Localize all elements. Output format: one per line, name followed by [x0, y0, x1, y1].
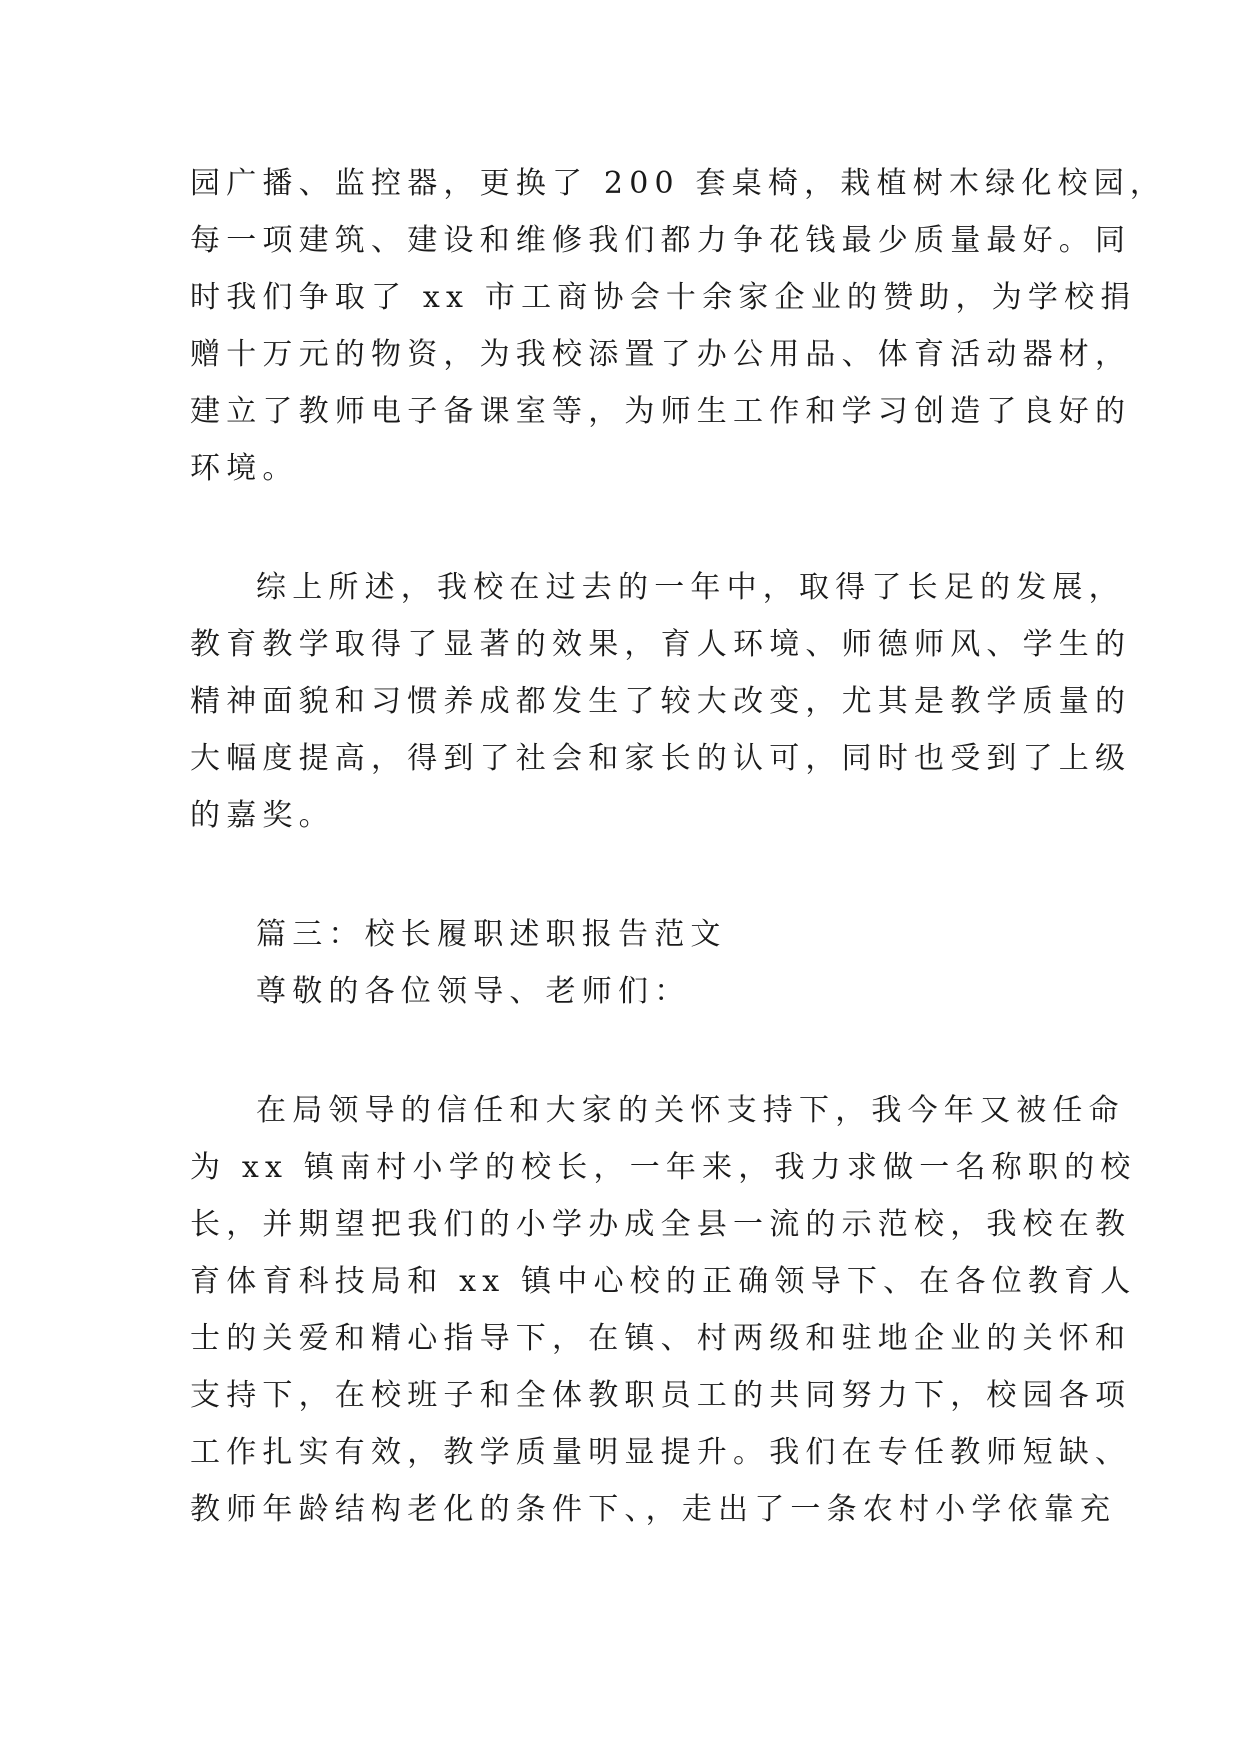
paragraph-line: 每一项建筑、建设和维修我们都力争花钱最少质量最好。同	[190, 223, 1132, 258]
paragraph-line: 环境。	[190, 451, 299, 486]
paragraph-line: 赠十万元的物资，为我校添置了办公用品、体育活动器材，	[190, 337, 1132, 372]
paragraph-line: 综上所述，我校在过去的一年中，取得了长足的发展，	[256, 570, 1125, 605]
paragraph-line: 士的关爱和精心指导下，在镇、村两级和驻地企业的关怀和	[190, 1321, 1132, 1356]
paragraph-line: 为 xx 镇南村小学的校长，一年来，我力求做一名称职的校	[190, 1150, 1137, 1185]
salutation: 尊敬的各位领导、老师们：	[256, 974, 691, 1009]
paragraph-line: 育体育科技局和 xx 镇中心校的正确领导下、在各位教育人	[190, 1264, 1137, 1299]
paragraph-line: 教育教学取得了显著的效果，育人环境、师德师风、学生的	[190, 627, 1132, 662]
paragraph-line: 教师年龄结构老化的条件下、，走出了一条农村小学依靠充	[190, 1492, 1117, 1527]
paragraph-line: 精神面貌和习惯养成都发生了较大改变，尤其是教学质量的	[190, 684, 1132, 719]
section-heading: 篇三：校长履职述职报告范文	[256, 917, 727, 952]
paragraph-line: 的嘉奖。	[190, 798, 335, 833]
paragraph-line: 支持下，在校班子和全体教职员工的共同努力下，校园各项	[190, 1378, 1132, 1413]
paragraph-line: 园广播、监控器，更换了 200 套桌椅，栽植树木绿化校园，	[190, 166, 1167, 201]
paragraph-line: 工作扎实有效，教学质量明显提升。我们在专任教师短缺、	[190, 1435, 1132, 1470]
paragraph-line: 建立了教师电子备课室等，为师生工作和学习创造了良好的	[190, 394, 1132, 429]
paragraph-line: 大幅度提高，得到了社会和家长的认可，同时也受到了上级	[190, 741, 1132, 776]
paragraph-line: 时我们争取了 xx 市工商协会十余家企业的赞助，为学校捐	[190, 280, 1137, 315]
paragraph-line: 在局领导的信任和大家的关怀支持下，我今年又被任命	[256, 1093, 1125, 1128]
paragraph-line: 长，并期望把我们的小学办成全县一流的示范校，我校在教	[190, 1207, 1132, 1242]
